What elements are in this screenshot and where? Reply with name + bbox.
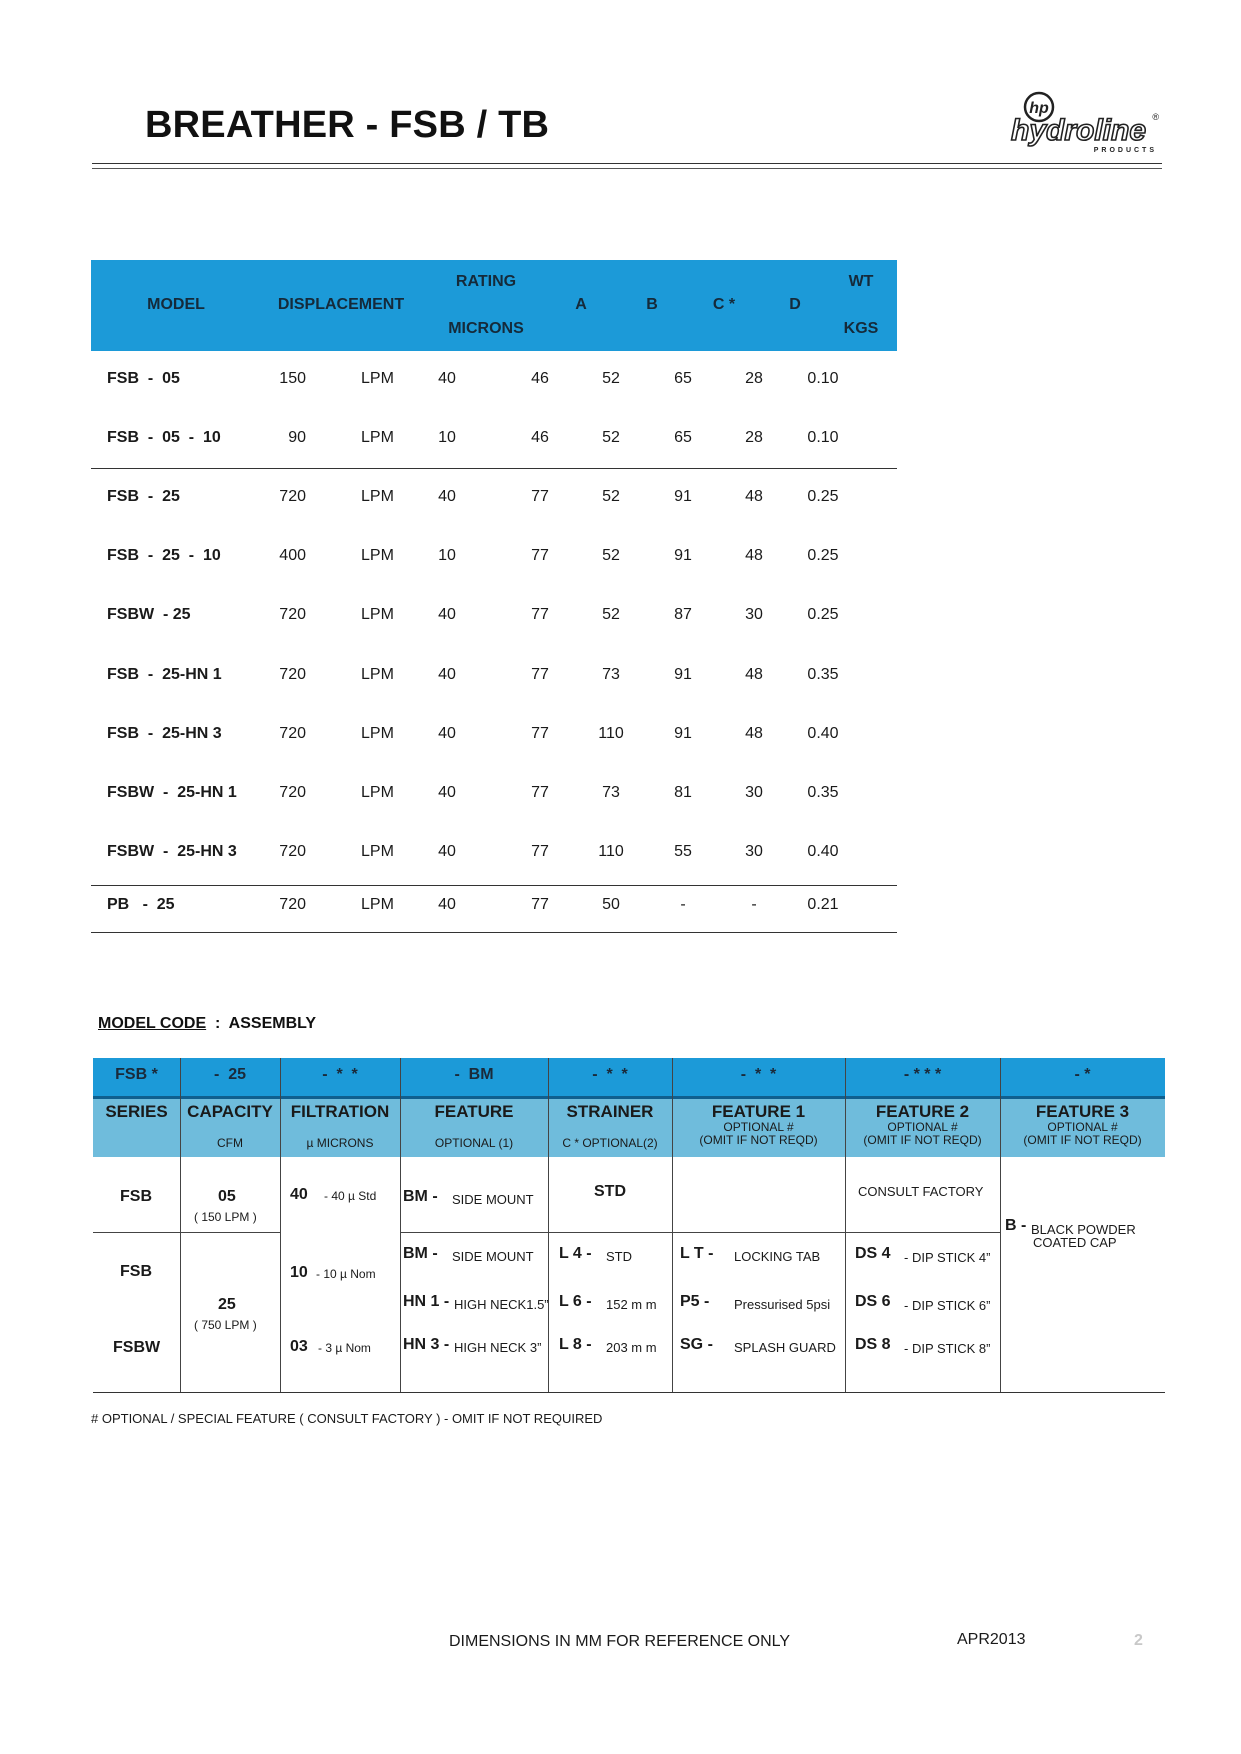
cell-wt: 0.25	[807, 488, 839, 505]
cell-model: FSB - 25	[107, 488, 180, 505]
feature2-desc: CONSULT FACTORY	[858, 1184, 984, 1199]
table-row	[91, 660, 897, 690]
cell-c: 65	[674, 370, 692, 387]
cell-model: FSBW - 25-HN 3	[107, 843, 237, 860]
cell-d: 28	[745, 429, 763, 446]
cell-c: 81	[674, 784, 692, 801]
col-wt: WT	[848, 273, 874, 290]
cell-displacement: 720	[279, 843, 306, 860]
strainer-code: STD	[594, 1183, 626, 1200]
feature-code: BM -	[403, 1188, 438, 1205]
cell-d: 48	[745, 488, 763, 505]
cell-a: 77	[531, 606, 549, 623]
series-value: FSB	[120, 1188, 152, 1205]
label-main: FEATURE 3	[1035, 1102, 1130, 1121]
cell-d: 30	[745, 606, 763, 623]
feature2-desc: - DIP STICK 8”	[904, 1341, 991, 1356]
cell-model: FSB - 05 - 10	[107, 429, 221, 446]
table-row	[91, 482, 897, 512]
col-model: MODEL	[147, 296, 205, 313]
cell-unit: LPM	[361, 666, 394, 683]
cell-a: 46	[531, 370, 549, 387]
cell-displacement: 720	[279, 488, 306, 505]
col-d: D	[789, 296, 801, 313]
code-cell: - * * *	[903, 1066, 942, 1083]
cell-d: 48	[745, 547, 763, 564]
label-sub: OPTIONAL (1)	[434, 1136, 514, 1150]
column-divider	[845, 1058, 846, 1392]
cell-rating: 40	[438, 488, 456, 505]
page-title: BREATHER - FSB / TB	[145, 104, 550, 146]
column-divider	[548, 1058, 549, 1392]
table-row	[91, 600, 897, 630]
label-main: STRAINER	[566, 1102, 654, 1121]
header-rule-thin	[92, 168, 1162, 169]
cell-d: 48	[745, 666, 763, 683]
cell-c: 91	[674, 666, 692, 683]
feature1-desc: Pressurised 5psi	[734, 1297, 831, 1312]
label-main: FILTRATION	[290, 1102, 390, 1121]
feature2-code: DS 8	[855, 1336, 891, 1353]
feature-desc: SIDE MOUNT	[452, 1249, 534, 1264]
code-cell: - * *	[592, 1066, 628, 1083]
col-displacement: DISPLACEMENT	[277, 296, 405, 313]
group-divider	[91, 885, 897, 886]
cell-a: 46	[531, 429, 549, 446]
cell-model: FSB - 25-HN 1	[107, 666, 222, 683]
table-row	[91, 541, 897, 571]
col-kgs: KGS	[843, 320, 879, 337]
cell-rating: 40	[438, 784, 456, 801]
feature-desc: HIGH NECK1.5”	[454, 1297, 549, 1312]
cell-displacement: 720	[279, 666, 306, 683]
table-row	[91, 837, 897, 867]
label-main: FEATURE	[434, 1102, 514, 1121]
col-b: B	[646, 296, 658, 313]
column-divider	[1000, 1058, 1001, 1392]
feature2-code: DS 6	[855, 1293, 891, 1310]
feature2-code: DS 4	[855, 1245, 891, 1262]
cell-a: 77	[531, 784, 549, 801]
feature-code: BM -	[403, 1245, 438, 1262]
feature1-desc: LOCKING TAB	[734, 1249, 821, 1264]
cell-model: FSBW - 25	[107, 606, 191, 623]
feature3-code: B -	[1005, 1217, 1027, 1234]
cell-b: 50	[602, 896, 620, 913]
cell-b: 110	[598, 725, 624, 742]
cell-rating: 40	[438, 370, 456, 387]
cell-unit: LPM	[361, 896, 394, 913]
cell-unit: LPM	[361, 784, 394, 801]
cell-displacement: 400	[279, 547, 306, 564]
cell-a: 77	[531, 725, 549, 742]
cell-d: 28	[745, 370, 763, 387]
cell-a: 77	[531, 896, 549, 913]
feature2-desc: - DIP STICK 6”	[904, 1298, 991, 1313]
page-number: 2	[1134, 1632, 1143, 1649]
cell-displacement: 90	[288, 429, 306, 446]
row-divider	[93, 1232, 180, 1233]
label-sub: OPTIONAL # (OMIT IF NOT REQD)	[863, 1120, 982, 1147]
code-cell: - 25	[213, 1066, 246, 1083]
filtration-code: 03	[290, 1338, 308, 1355]
series-value: FSB	[120, 1263, 152, 1280]
cell-displacement: 720	[279, 784, 306, 801]
feature3-desc: COATED CAP	[1033, 1235, 1117, 1250]
column-divider	[400, 1058, 401, 1392]
cell-rating: 40	[438, 666, 456, 683]
cell-c: 65	[674, 429, 692, 446]
cell-wt: 0.25	[807, 606, 839, 623]
table-row	[91, 423, 897, 453]
feature2-desc: - DIP STICK 4”	[904, 1250, 991, 1265]
model-code-label: MODEL CODE	[98, 1015, 207, 1032]
code-cell: - *	[1074, 1066, 1091, 1083]
table-row	[91, 778, 897, 808]
cell-model: FSB - 05	[107, 370, 180, 387]
col-c: C *	[712, 296, 736, 313]
cell-rating: 10	[438, 429, 456, 446]
feature3-desc: BLACK POWDER	[1031, 1222, 1136, 1237]
cell-model: PB - 25	[107, 896, 175, 913]
code-cell: - * *	[322, 1066, 358, 1083]
cell-model: FSBW - 25-HN 1	[107, 784, 237, 801]
model-code-title	[98, 1015, 316, 1033]
cell-wt: 0.35	[807, 784, 839, 801]
cell-a: 77	[531, 843, 549, 860]
feature1-code: SG -	[680, 1336, 713, 1353]
table-bottom-rule	[93, 1392, 1165, 1393]
cell-rating: 40	[438, 843, 456, 860]
cell-unit: LPM	[361, 488, 394, 505]
cell-b: 52	[602, 370, 620, 387]
feature-code: HN 1 -	[403, 1293, 450, 1310]
cell-c: 55	[674, 843, 692, 860]
cell-wt: 0.21	[807, 896, 839, 913]
label-sub: µ MICRONS	[306, 1136, 374, 1150]
series-value: FSBW	[113, 1339, 161, 1356]
label-sub: OPTIONAL # (OMIT IF NOT REQD)	[699, 1120, 818, 1147]
cell-c: 91	[674, 547, 692, 564]
row-divider	[400, 1232, 1000, 1233]
cell-displacement: 720	[279, 725, 306, 742]
cell-model: FSB - 25-HN 3	[107, 725, 222, 742]
cell-rating: 40	[438, 606, 456, 623]
cell-c: -	[680, 896, 686, 913]
logo-sub: PRODUCTS	[1093, 147, 1157, 154]
feature-code: HN 3 -	[403, 1336, 450, 1353]
cell-d: 48	[745, 725, 763, 742]
column-divider	[180, 1058, 181, 1392]
cell-wt: 0.40	[807, 843, 839, 860]
filtration-code: 40	[290, 1186, 308, 1203]
table-row	[91, 719, 897, 749]
footnote: # OPTIONAL / SPECIAL FEATURE ( CONSULT FACTORY ) - OMIT IF NOT REQUIRED	[91, 1411, 603, 1426]
cell-d: -	[751, 896, 757, 913]
cell-b: 110	[598, 843, 624, 860]
strainer-desc: 203 m m	[606, 1340, 657, 1355]
col-rating: RATING	[455, 273, 517, 290]
footer-note: DIMENSIONS IN MM FOR REFERENCE ONLY	[449, 1633, 791, 1650]
cell-d: 30	[745, 784, 763, 801]
cell-wt: 0.35	[807, 666, 839, 683]
cell-b: 52	[602, 606, 620, 623]
strainer-desc: 152 m m	[606, 1297, 657, 1312]
feature1-code: P5 -	[680, 1293, 710, 1310]
feature-desc: HIGH NECK 3”	[454, 1340, 542, 1355]
label-sub: C * OPTIONAL(2)	[562, 1136, 658, 1150]
table-row	[91, 364, 897, 394]
cell-unit: LPM	[361, 547, 394, 564]
label-main: SERIES	[105, 1102, 168, 1121]
capacity-desc: ( 750 LPM )	[194, 1318, 257, 1332]
logo-text: hydroline	[1011, 114, 1147, 147]
column-divider	[672, 1058, 673, 1392]
cell-b: 73	[602, 784, 620, 801]
cell-unit: LPM	[361, 606, 394, 623]
footer-date: APR2013	[957, 1631, 1026, 1648]
col-microns: MICRONS	[448, 320, 524, 337]
cell-wt: 0.10	[807, 429, 839, 446]
code-cell: - * *	[740, 1066, 777, 1083]
row-divider	[180, 1232, 280, 1233]
filtration-desc: - 3 µ Nom	[318, 1341, 371, 1355]
feature1-code: L T -	[680, 1245, 714, 1262]
cell-wt: 0.25	[807, 547, 839, 564]
feature-desc: SIDE MOUNT	[452, 1192, 534, 1207]
cell-displacement: 720	[279, 606, 306, 623]
filtration-code: 10	[290, 1264, 308, 1281]
cell-b: 52	[602, 547, 620, 564]
cell-c: 91	[674, 488, 692, 505]
capacity-desc: ( 150 LPM )	[194, 1210, 257, 1224]
cell-c: 91	[674, 725, 692, 742]
cell-a: 77	[531, 488, 549, 505]
label-main: CAPACITY	[187, 1102, 273, 1121]
cell-c: 87	[674, 606, 692, 623]
cell-b: 52	[602, 488, 620, 505]
table-bottom-rule	[91, 932, 897, 933]
cell-unit: LPM	[361, 843, 394, 860]
cell-unit: LPM	[361, 725, 394, 742]
cell-unit: LPM	[361, 370, 394, 387]
cell-displacement: 720	[279, 896, 306, 913]
cell-a: 77	[531, 666, 549, 683]
cell-model: FSB - 25 - 10	[107, 547, 221, 564]
hydroline-logo	[1003, 90, 1163, 156]
filtration-desc: - 10 µ Nom	[316, 1267, 376, 1281]
cell-d: 30	[745, 843, 763, 860]
strainer-code: L 6 -	[559, 1293, 592, 1310]
code-cell: FSB *	[115, 1066, 158, 1083]
cell-unit: LPM	[361, 429, 394, 446]
label-sub: OPTIONAL # (OMIT IF NOT REQD)	[1023, 1120, 1142, 1147]
cell-rating: 40	[438, 725, 456, 742]
code-cell: - BM	[454, 1066, 494, 1083]
label-main: FEATURE 2	[875, 1102, 970, 1121]
table-row	[91, 890, 897, 920]
logo-mark: hp	[1029, 100, 1049, 117]
group-divider	[91, 468, 897, 469]
cell-rating: 10	[438, 547, 456, 564]
label-main: FEATURE 1	[711, 1102, 806, 1121]
filtration-desc: - 40 µ Std	[324, 1189, 377, 1203]
cell-displacement: 150	[279, 370, 306, 387]
cell-a: 77	[531, 547, 549, 564]
header-rule	[92, 163, 1162, 164]
cell-wt: 0.40	[807, 725, 839, 742]
col-a: A	[575, 296, 587, 313]
label-sub: CFM	[217, 1136, 243, 1150]
column-divider	[280, 1058, 281, 1392]
strainer-code: L 4 -	[559, 1245, 592, 1262]
cell-b: 73	[602, 666, 620, 683]
spec-table-header	[91, 260, 897, 351]
cell-rating: 40	[438, 896, 456, 913]
strainer-code: L 8 -	[559, 1336, 592, 1353]
feature1-desc: SPLASH GUARD	[734, 1340, 836, 1355]
strainer-desc: STD	[606, 1249, 632, 1264]
cell-b: 52	[602, 429, 620, 446]
model-code-subtitle: : ASSEMBLY	[206, 1015, 317, 1032]
svg-text:®: ®	[1152, 112, 1159, 122]
capacity-code: 05	[218, 1188, 236, 1205]
cell-wt: 0.10	[807, 370, 839, 387]
capacity-code: 25	[218, 1296, 236, 1313]
